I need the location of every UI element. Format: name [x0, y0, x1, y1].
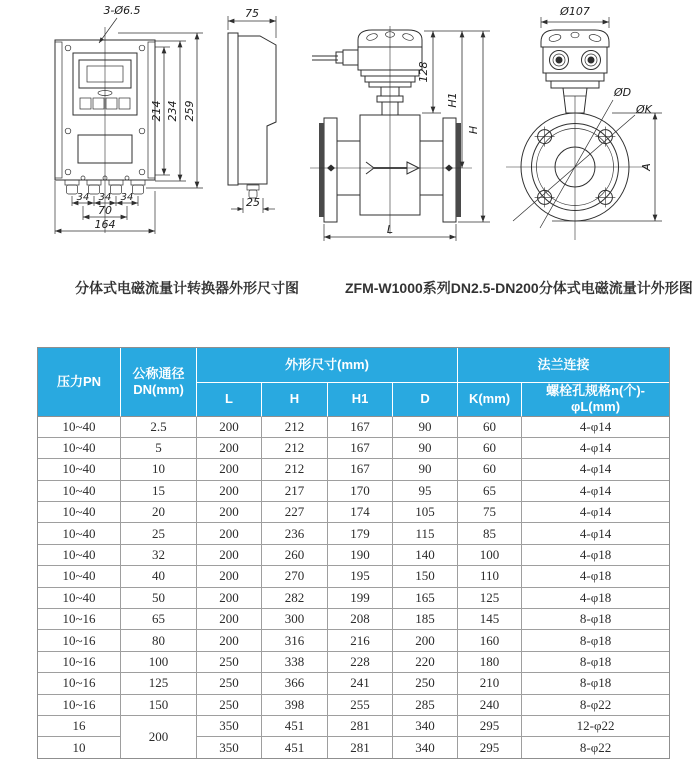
cell-pn: 10~40	[38, 438, 121, 459]
cell-k: 295	[458, 737, 522, 757]
cell-d: 185	[393, 609, 458, 630]
cell-h1: 216	[328, 630, 393, 651]
cell-l: 200	[197, 502, 262, 523]
cell-d: 250	[393, 673, 458, 694]
table-row	[38, 652, 669, 673]
cell-bolt: 8-φ18	[522, 609, 669, 630]
cell-bolt: 8-φ18	[522, 673, 669, 694]
cell-k: 110	[458, 566, 522, 587]
table-row	[38, 523, 669, 544]
header-col-bolt: 螺栓孔规格n(个)-φL(mm)	[522, 383, 669, 417]
cell-k: 145	[458, 609, 522, 630]
cell-h1: 167	[328, 459, 393, 480]
dim-l: L	[386, 223, 394, 236]
cell-d: 105	[393, 502, 458, 523]
dim-height-234: 234	[166, 100, 179, 122]
dim-h: H	[467, 125, 480, 135]
cell-pn: 10~40	[38, 502, 121, 523]
cell-d: 95	[393, 481, 458, 502]
cell-d: 285	[393, 695, 458, 716]
cell-d: 340	[393, 716, 458, 737]
cell-d: 90	[393, 438, 458, 459]
header-col-h1: H1	[328, 383, 393, 417]
cell-d: 90	[393, 417, 458, 438]
cell-h1: 281	[328, 737, 393, 757]
table-row	[38, 545, 669, 566]
cell-l: 250	[197, 673, 262, 694]
cell-dn: 150	[121, 695, 197, 716]
cell-h: 270	[262, 566, 328, 587]
cell-k: 85	[458, 523, 522, 544]
table-row	[38, 695, 669, 716]
cell-h: 338	[262, 652, 328, 673]
cell-l: 200	[197, 481, 262, 502]
header-dims-group: 外形尺寸(mm)	[197, 348, 458, 383]
cell-h: 227	[262, 502, 328, 523]
table-body	[38, 417, 669, 758]
cell-bolt: 4-φ14	[522, 438, 669, 459]
technical-drawings	[0, 0, 699, 252]
cell-l: 200	[197, 523, 262, 544]
cell-d: 340	[393, 737, 458, 757]
cell-bolt: 4-φ18	[522, 545, 669, 566]
cell-h: 236	[262, 523, 328, 544]
cell-h1: 190	[328, 545, 393, 566]
dim-side-bottom: 25	[246, 196, 260, 209]
cell-dn: 125	[121, 673, 197, 694]
table-row	[38, 459, 669, 480]
cell-h: 212	[262, 459, 328, 480]
dim-height-259: 259	[183, 100, 196, 122]
table-row	[38, 609, 669, 630]
cell-l: 200	[197, 588, 262, 609]
cell-l: 200	[197, 438, 262, 459]
dim-gland-spacing-3: 34	[120, 192, 134, 203]
cell-h1: 167	[328, 438, 393, 459]
dim-gland-spacing-1: 34	[76, 192, 90, 203]
cell-bolt: 4-φ18	[522, 588, 669, 609]
cell-pn: 10~40	[38, 566, 121, 587]
cell-dn: 10	[121, 459, 197, 480]
cell-h1: 199	[328, 588, 393, 609]
cell-bolt: 4-φ14	[522, 523, 669, 544]
cell-dn: 40	[121, 566, 197, 587]
dim-width: 164	[94, 218, 116, 231]
cell-h: 212	[262, 417, 328, 438]
cell-l: 200	[197, 417, 262, 438]
cell-d: 150	[393, 566, 458, 587]
transmitter-front-view	[55, 4, 203, 234]
cell-pn: 10~16	[38, 609, 121, 630]
cell-k: 75	[458, 502, 522, 523]
caption-transmitter-drawing: 分体式电磁流量计转换器外形尺寸图	[75, 280, 299, 296]
table-row	[38, 417, 669, 438]
cell-k: 100	[458, 545, 522, 566]
cell-l: 250	[197, 652, 262, 673]
spec-table	[37, 347, 670, 759]
cell-h: 260	[262, 545, 328, 566]
cell-h: 300	[262, 609, 328, 630]
cell-bolt: 4-φ14	[522, 459, 669, 480]
cell-h: 212	[262, 438, 328, 459]
cell-h1: 208	[328, 609, 393, 630]
cell-pn: 10~40	[38, 545, 121, 566]
cell-k: 180	[458, 652, 522, 673]
cell-l: 200	[197, 566, 262, 587]
cell-h1: 170	[328, 481, 393, 502]
cell-k: 160	[458, 630, 522, 651]
cell-d: 200	[393, 630, 458, 651]
cell-dn: 2.5	[121, 417, 197, 438]
cell-bolt: 4-φ14	[522, 417, 669, 438]
cell-pn: 10~40	[38, 481, 121, 502]
cell-dn: 25	[121, 523, 197, 544]
cell-pn: 10~40	[38, 459, 121, 480]
dim-bolt-circle: ØK	[636, 103, 652, 116]
cell-dn: 100	[121, 652, 197, 673]
table-row	[38, 438, 669, 459]
cell-l: 250	[197, 695, 262, 716]
cell-bolt: 8-φ22	[522, 695, 669, 716]
dim-a: A	[640, 163, 653, 171]
cell-h1: 228	[328, 652, 393, 673]
cell-l: 350	[197, 737, 262, 757]
cell-bolt: 4-φ18	[522, 566, 669, 587]
dim-flange-od: ØD	[614, 86, 632, 99]
cell-pn: 10~16	[38, 673, 121, 694]
flowmeter-side-view	[310, 26, 490, 241]
cell-h1: 174	[328, 502, 393, 523]
cell-dn: 200	[121, 716, 197, 758]
header-pressure: 压力PN	[38, 348, 121, 417]
dim-gland-spacing-2: 34	[98, 192, 112, 203]
cell-d: 140	[393, 545, 458, 566]
cell-pn: 10	[38, 737, 121, 757]
table-row	[38, 588, 669, 609]
cell-pn: 10~40	[38, 523, 121, 544]
header-flange-group: 法兰连接	[458, 348, 669, 383]
cell-h: 282	[262, 588, 328, 609]
cell-dn: 50	[121, 588, 197, 609]
table-row	[38, 481, 669, 502]
header-dn-line2: DN(mm)	[133, 381, 184, 397]
cell-k: 295	[458, 716, 522, 737]
cell-h: 217	[262, 481, 328, 502]
cell-h1: 167	[328, 417, 393, 438]
cell-pn: 16	[38, 716, 121, 737]
table-row	[38, 630, 669, 651]
header-col-l: L	[197, 383, 262, 417]
cell-l: 200	[197, 459, 262, 480]
cell-k: 60	[458, 438, 522, 459]
spec-table-header	[38, 348, 669, 417]
table-row	[38, 716, 669, 737]
dim-gland-span: 70	[98, 204, 112, 217]
cell-h1: 179	[328, 523, 393, 544]
cell-k: 60	[458, 417, 522, 438]
header-dn	[121, 348, 197, 417]
cell-d: 90	[393, 459, 458, 480]
header-col-k: K(mm)	[458, 383, 522, 417]
cell-d: 115	[393, 523, 458, 544]
cell-dn: 32	[121, 545, 197, 566]
cell-bolt: 4-φ14	[522, 481, 669, 502]
cell-h1: 255	[328, 695, 393, 716]
transmitter-side-view	[228, 7, 276, 213]
cell-dn: 15	[121, 481, 197, 502]
cell-h: 366	[262, 673, 328, 694]
cell-bolt: 8-φ18	[522, 630, 669, 651]
cell-k: 65	[458, 481, 522, 502]
cell-bolt: 8-φ22	[522, 737, 669, 757]
cell-l: 200	[197, 609, 262, 630]
cell-bolt: 8-φ18	[522, 652, 669, 673]
cell-bolt: 12-φ22	[522, 716, 669, 737]
cell-k: 240	[458, 695, 522, 716]
table-row	[38, 673, 669, 694]
table-row	[38, 566, 669, 587]
dim-mount-holes: 3-Ø6.5	[103, 4, 141, 17]
cell-h1: 195	[328, 566, 393, 587]
cell-bolt: 4-φ14	[522, 502, 669, 523]
cell-k: 60	[458, 459, 522, 480]
cell-h: 451	[262, 716, 328, 737]
cell-pn: 10~16	[38, 695, 121, 716]
cell-h: 316	[262, 630, 328, 651]
table-row	[38, 502, 669, 523]
cell-pn: 10~16	[38, 652, 121, 673]
cell-k: 125	[458, 588, 522, 609]
cell-d: 165	[393, 588, 458, 609]
cell-l: 200	[197, 545, 262, 566]
header-dn-line1: 公称通径	[132, 365, 185, 381]
flowmeter-front-view	[506, 5, 662, 240]
caption-flowmeter-drawing: ZFM-W1000系列DN2.5-DN200分体式电磁流量计外形图	[345, 280, 693, 296]
cell-h: 451	[262, 737, 328, 757]
cell-pn: 10~40	[38, 588, 121, 609]
cell-l: 200	[197, 630, 262, 651]
cell-d: 220	[393, 652, 458, 673]
dim-h1: H1	[446, 92, 459, 108]
cell-h1: 281	[328, 716, 393, 737]
cell-h1: 241	[328, 673, 393, 694]
dim-height-214: 214	[150, 100, 163, 122]
dim-depth: 75	[245, 7, 259, 20]
header-col-d: D	[393, 383, 458, 417]
dim-head-dia: Ø107	[560, 5, 590, 18]
cell-pn: 10~40	[38, 417, 121, 438]
cell-k: 210	[458, 673, 522, 694]
cell-dn: 65	[121, 609, 197, 630]
cell-dn: 80	[121, 630, 197, 651]
header-col-h: H	[262, 383, 328, 417]
dim-head-height: 128	[417, 61, 430, 83]
cell-dn: 20	[121, 502, 197, 523]
cell-pn: 10~16	[38, 630, 121, 651]
cell-l: 350	[197, 716, 262, 737]
cell-dn: 5	[121, 438, 197, 459]
cell-h: 398	[262, 695, 328, 716]
